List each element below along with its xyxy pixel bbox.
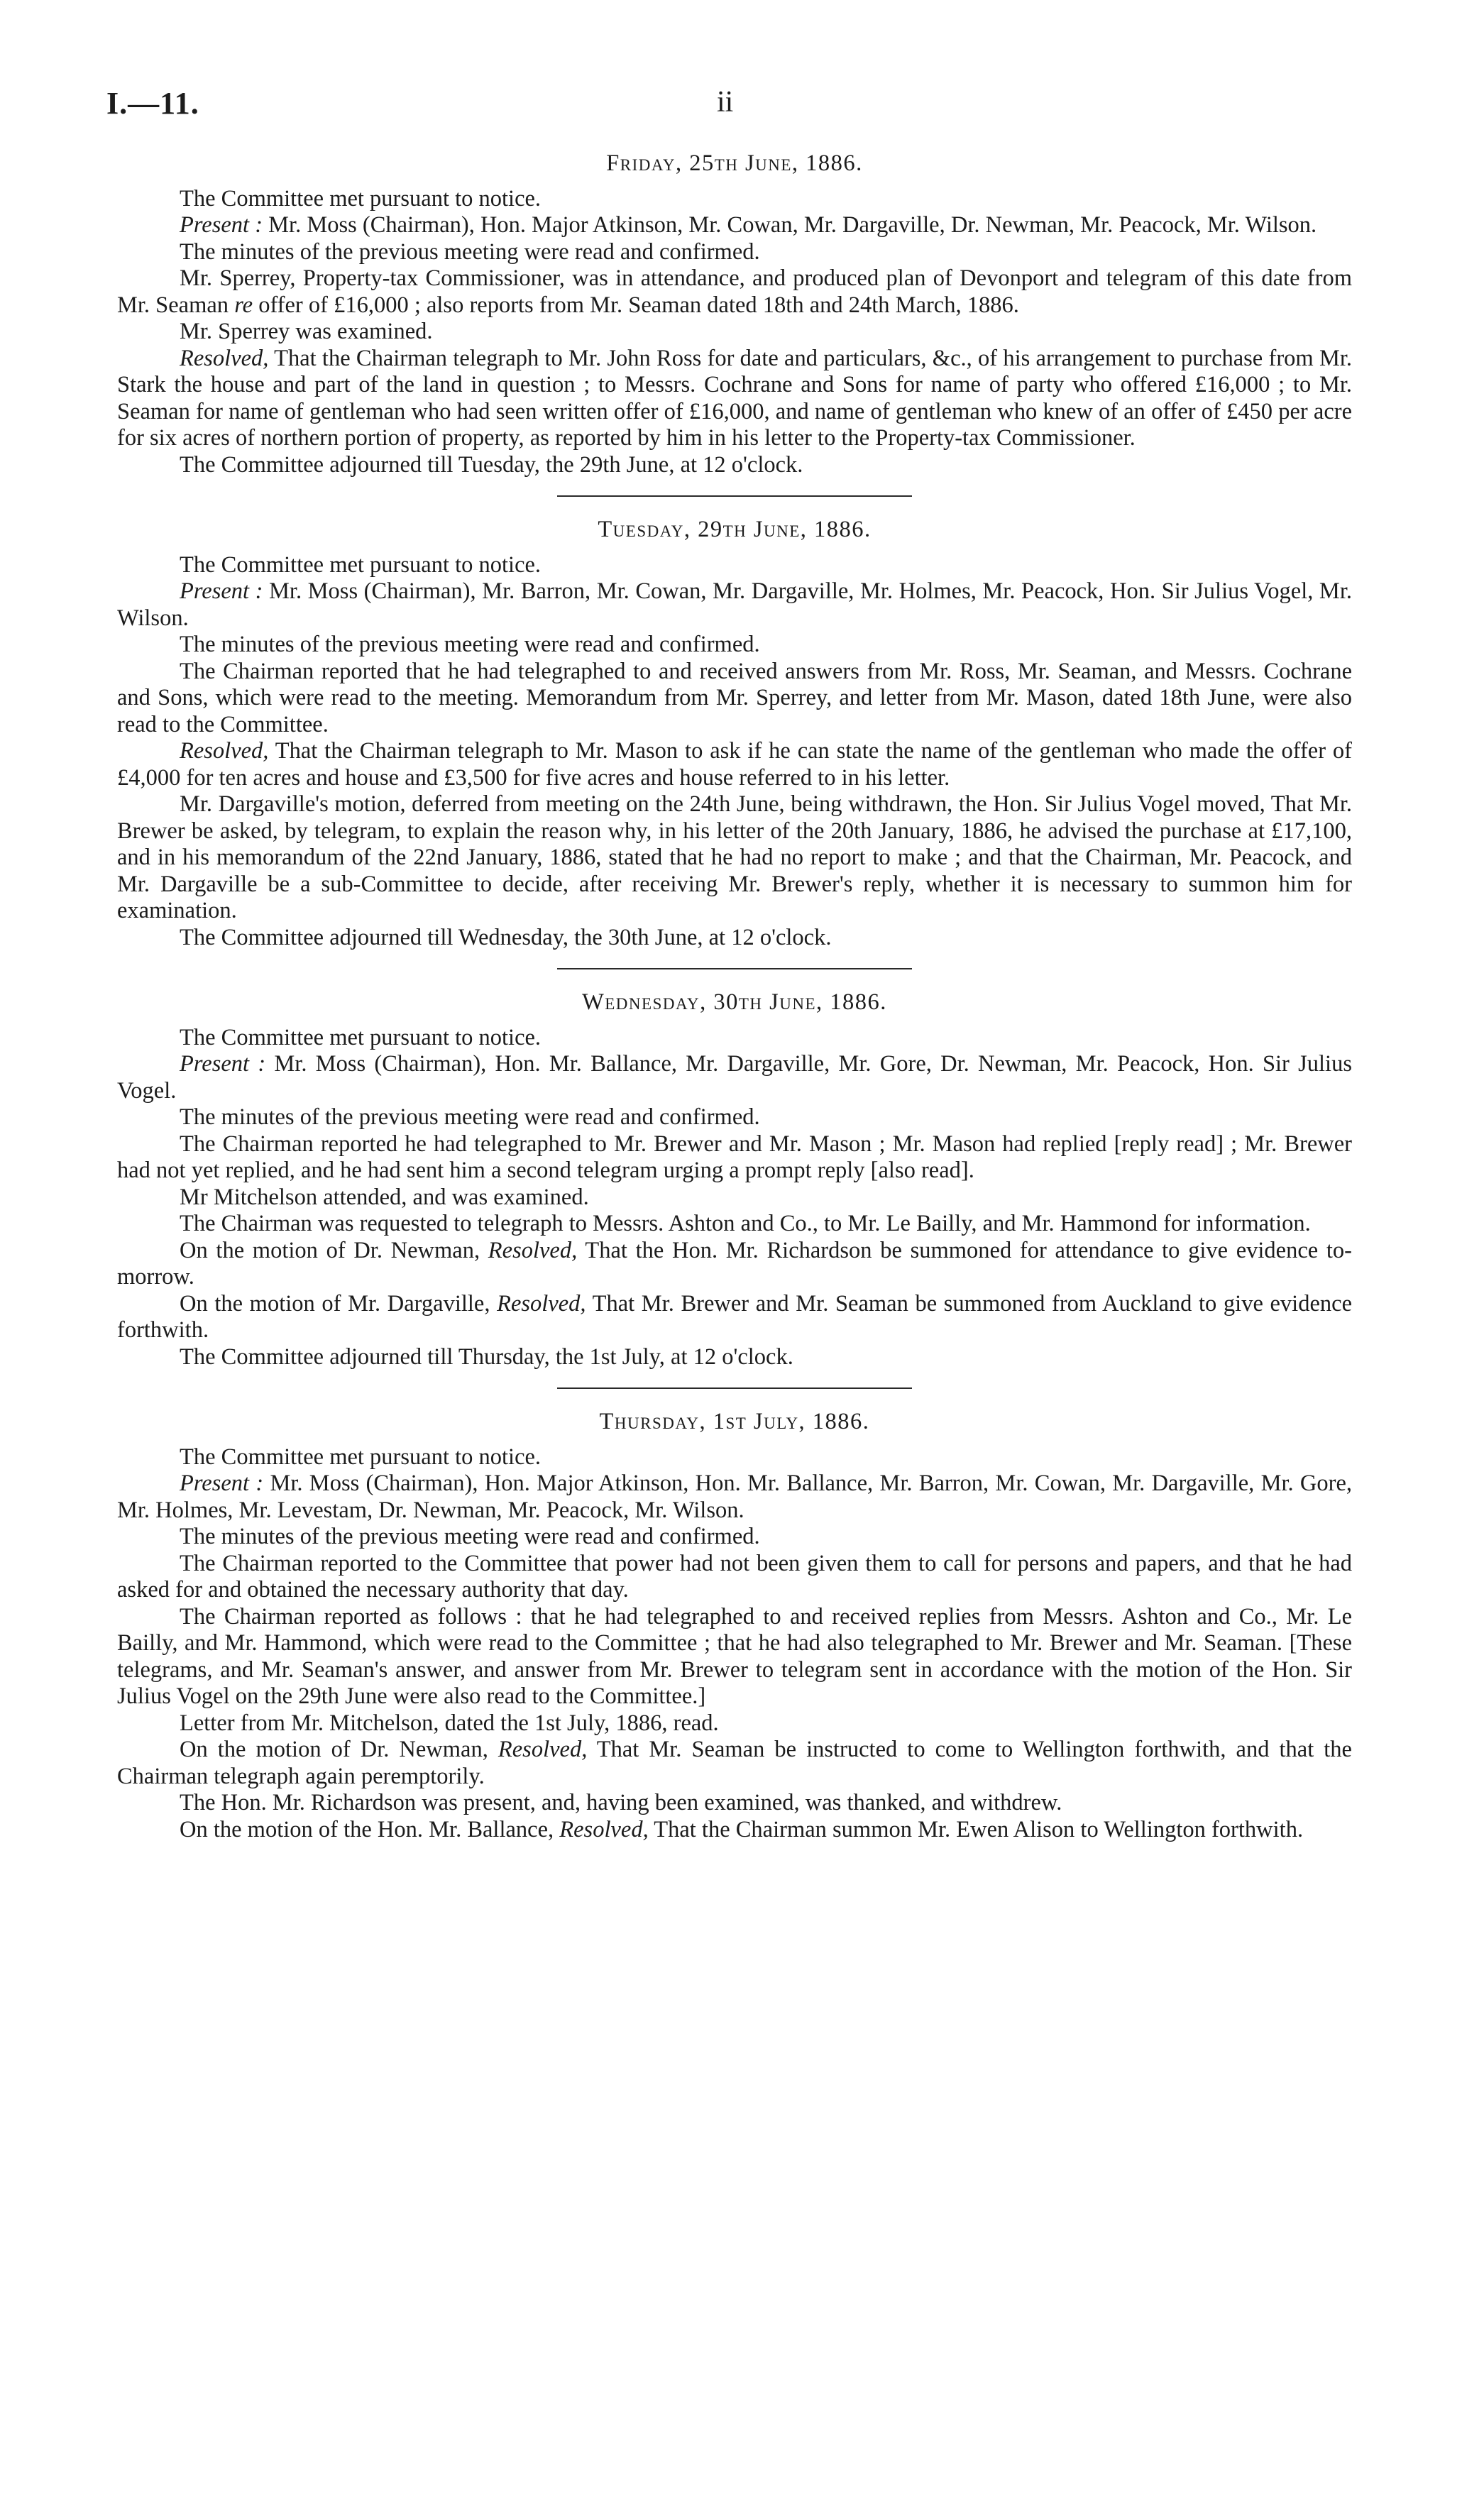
business-paragraph: Letter from Mr. Mitchelson, dated the 1st July, 1886, read. — [180, 1710, 719, 1736]
italic-re: re — [234, 292, 253, 318]
meeting-date-heading: Thursday, 1st July, 1886. — [599, 1409, 870, 1434]
text-run: That Mr. Brewer and Mr. Seaman be summoned from Auckland to give evidence forthwith. — [117, 1290, 1352, 1343]
text-run: On the motion of Dr. Newman, — [180, 1737, 498, 1762]
business-paragraph: Mr. Sperrey was examined. — [180, 319, 433, 344]
resolution-text: That the Chairman telegraph to Mr. Mason to ask if he can state the name of the gentleman who made the offer of £4,000 for ten acres and house and £3,500 for five acres and house referred to in his letter. — [117, 738, 1352, 791]
resolved-label: Resolved, — [497, 1290, 586, 1317]
resolved-label: Resolved, — [488, 1237, 578, 1263]
business-paragraph: The Chairman was requested to telegraph to Messrs. Ashton and Co., to Mr. Le Bailly, and Mr. Hammond for information. — [180, 1211, 1311, 1236]
text-run: Mr. Sperrey, Property-tax Commissioner, was in attendance, and produced plan of Devonport and telegram of this date from Mr. Seaman — [117, 265, 1352, 318]
business-paragraph: Mr. Dargaville's motion, deferred from meeting on the 24th June, being withdrawn, the Hon. Sir Julius Vogel moved, That Mr. Brewer be asked, by telegram, to explain the reason why, in his letter of the 20th January, 1886, he advised the purchase at £17,100, and in his memorandum of the 22nd January, 1886, stated that he had no report to make ; and that the Chairman, Mr. Peacock, and Mr. Dargaville be a sub-Committee to decide, after receiving Mr. Brewer's reply, whether it is necessary to summon him for examination. — [117, 791, 1352, 923]
minutes-body — [117, 150, 1352, 1843]
present-paragraph — [117, 212, 1352, 239]
meeting-date-heading: Tuesday, 29th June, 1886. — [598, 517, 872, 542]
resolution-text: That the Chairman telegraph to Mr. John Ross for date and particulars, &c., of his arrangement to purchase from Mr. Stark the house and part of the land in question ; to Messrs. Cochrane and Sons for name of party who offered £16,000 ; to Mr. Seaman for name of gentleman who had seen written offer of £16,000, and name of gentleman who knew of an offer of £450 per acre for six acres of northern portion of property, as reported by him in his letter to the Property-tax Commissioner. — [117, 345, 1352, 451]
notice-paragraph: The Committee met pursuant to notice. — [180, 1444, 542, 1470]
present-members: Mr. Moss (Chairman), Hon. Major Atkinson, Mr. Cowan, Mr. Dargaville, Dr. Newman, Mr. Peacock, Mr. Wilson. — [263, 212, 1317, 238]
section-divider — [557, 495, 912, 497]
business-paragraph: The Chairman reported he had telegraphed to Mr. Brewer and Mr. Mason ; Mr. Mason had replied [reply read] ; Mr. Brewer had not yet replied, and he had sent him a second telegram urging a prompt reply [also read]. — [117, 1131, 1352, 1183]
meeting-friday-25-june — [117, 150, 1352, 478]
text-run: offer of £16,000 ; also reports from Mr. Seaman dated 18th and 24th March, 1886. — [253, 292, 1019, 318]
text-run: That Mr. Seaman be instructed to come to Wellington forthwith, and that the Chairman telegraph again peremptorily. — [117, 1737, 1352, 1789]
text-run: That the Hon. Mr. Richardson be summoned for attendance to give evidence to-morrow. — [117, 1237, 1352, 1290]
text-run: On the motion of Mr. Dargaville, — [180, 1290, 498, 1317]
present-members: Mr. Moss (Chairman), Hon. Major Atkinson, Hon. Mr. Ballance, Mr. Barron, Mr. Cowan, Mr. Dargaville, Mr. Gore, Mr. Holmes, Mr. Levestam, Dr. Newman, Mr. Peacock, Mr. Wilson. — [117, 1471, 1352, 1523]
resolved-label: Resolved, — [559, 1816, 649, 1842]
present-members: Mr. Moss (Chairman), Hon. Mr. Ballance, Mr. Dargaville, Mr. Gore, Dr. Newman, Mr. Peacock, Hon. Sir Julius Vogel. — [117, 1051, 1352, 1104]
motion-paragraph — [117, 1737, 1352, 1790]
present-label: Present : — [180, 1051, 266, 1077]
notice-paragraph: The Committee met pursuant to notice. — [180, 1024, 542, 1050]
adjournment-paragraph: The Committee adjourned till Wednesday, the 30th June, at 12 o'clock. — [180, 924, 832, 950]
present-label: Present : — [180, 1471, 264, 1496]
minutes-paragraph: The minutes of the previous meeting were read and confirmed. — [180, 632, 760, 657]
business-paragraph — [117, 265, 1352, 319]
text-run: On the motion of Dr. Newman, — [180, 1237, 488, 1263]
resolution-paragraph — [117, 738, 1352, 791]
business-paragraph: The Chairman reported as follows : that he had telegraphed to and received replies from Messrs. Ashton and Co., Mr. Le Bailly, and Mr. Hammond, which were read to the Committee ; that he had also telegraphed to Mr. Brewer and Mr. Seaman. [These telegrams, and Mr. Seaman's answer, and answer from Mr. Brewer to telegram sent in accordance with the motion of the Hon. Sir Julius Vogel on the 29th June were also read to the Committee.] — [117, 1603, 1352, 1709]
document-reference: I.—11. — [106, 86, 199, 121]
business-paragraph: Mr Mitchelson attended, and was examined. — [180, 1184, 589, 1210]
section-divider — [557, 1387, 912, 1389]
page-number: ii — [717, 86, 734, 119]
minutes-paragraph: The minutes of the previous meeting were read and confirmed. — [180, 238, 760, 265]
section-divider — [557, 968, 912, 969]
present-paragraph — [117, 1471, 1352, 1524]
resolved-label: Resolved, — [498, 1737, 588, 1762]
notice-paragraph: The Committee met pursuant to notice. — [180, 551, 542, 578]
present-label: Present : — [180, 212, 263, 238]
adjournment-paragraph: The Committee adjourned till Thursday, the 1st July, at 12 o'clock. — [180, 1343, 793, 1370]
resolution-paragraph — [117, 346, 1352, 452]
motion-paragraph — [117, 1291, 1352, 1344]
minutes-paragraph: The minutes of the previous meeting were read and confirmed. — [180, 1104, 760, 1130]
present-label: Present : — [180, 578, 263, 604]
resolved-label: Resolved, — [180, 345, 269, 371]
meeting-wednesday-30-june — [117, 989, 1352, 1370]
business-paragraph: The Hon. Mr. Richardson was present, and, having been examined, was thanked, and withdrew. — [180, 1790, 1062, 1815]
text-run: That the Chairman summon Mr. Ewen Alison to Wellington forthwith. — [648, 1816, 1304, 1842]
motion-paragraph — [117, 1817, 1352, 1844]
present-paragraph — [117, 1051, 1352, 1104]
meeting-date-heading: Friday, 25th June, 1886. — [606, 150, 863, 176]
present-paragraph — [117, 578, 1352, 632]
present-members: Mr. Moss (Chairman), Mr. Barron, Mr. Cowan, Mr. Dargaville, Mr. Holmes, Mr. Peacock, Hon. Sir Julius Vogel, Mr. Wilson. — [117, 578, 1352, 631]
motion-paragraph — [117, 1238, 1352, 1291]
adjournment-paragraph: The Committee adjourned till Tuesday, the 29th June, at 12 o'clock. — [180, 451, 803, 478]
meeting-date-heading: Wednesday, 30th June, 1886. — [582, 989, 887, 1015]
text-run: On the motion of the Hon. Mr. Ballance, — [180, 1816, 560, 1842]
meeting-thursday-1-july — [117, 1409, 1352, 1843]
notice-paragraph: The Committee met pursuant to notice. — [180, 185, 542, 211]
business-paragraph: The Chairman reported that he had telegraphed to and received answers from Mr. Ross, Mr. Seaman, and Messrs. Cochrane and Sons, which were read to the meeting. Memorandum from Mr. Sperrey, and letter from Mr. Mason, dated 18th June, were also read to the Committee. — [117, 658, 1352, 737]
meeting-tuesday-29-june — [117, 517, 1352, 951]
resolved-label: Resolved, — [180, 738, 269, 764]
page-header — [0, 85, 1484, 128]
business-paragraph: The Chairman reported to the Committee that power had not been given them to call for persons and papers, and that he had asked for and obtained the necessary authority that day. — [117, 1550, 1352, 1603]
minutes-paragraph: The minutes of the previous meeting were read and confirmed. — [180, 1524, 760, 1549]
